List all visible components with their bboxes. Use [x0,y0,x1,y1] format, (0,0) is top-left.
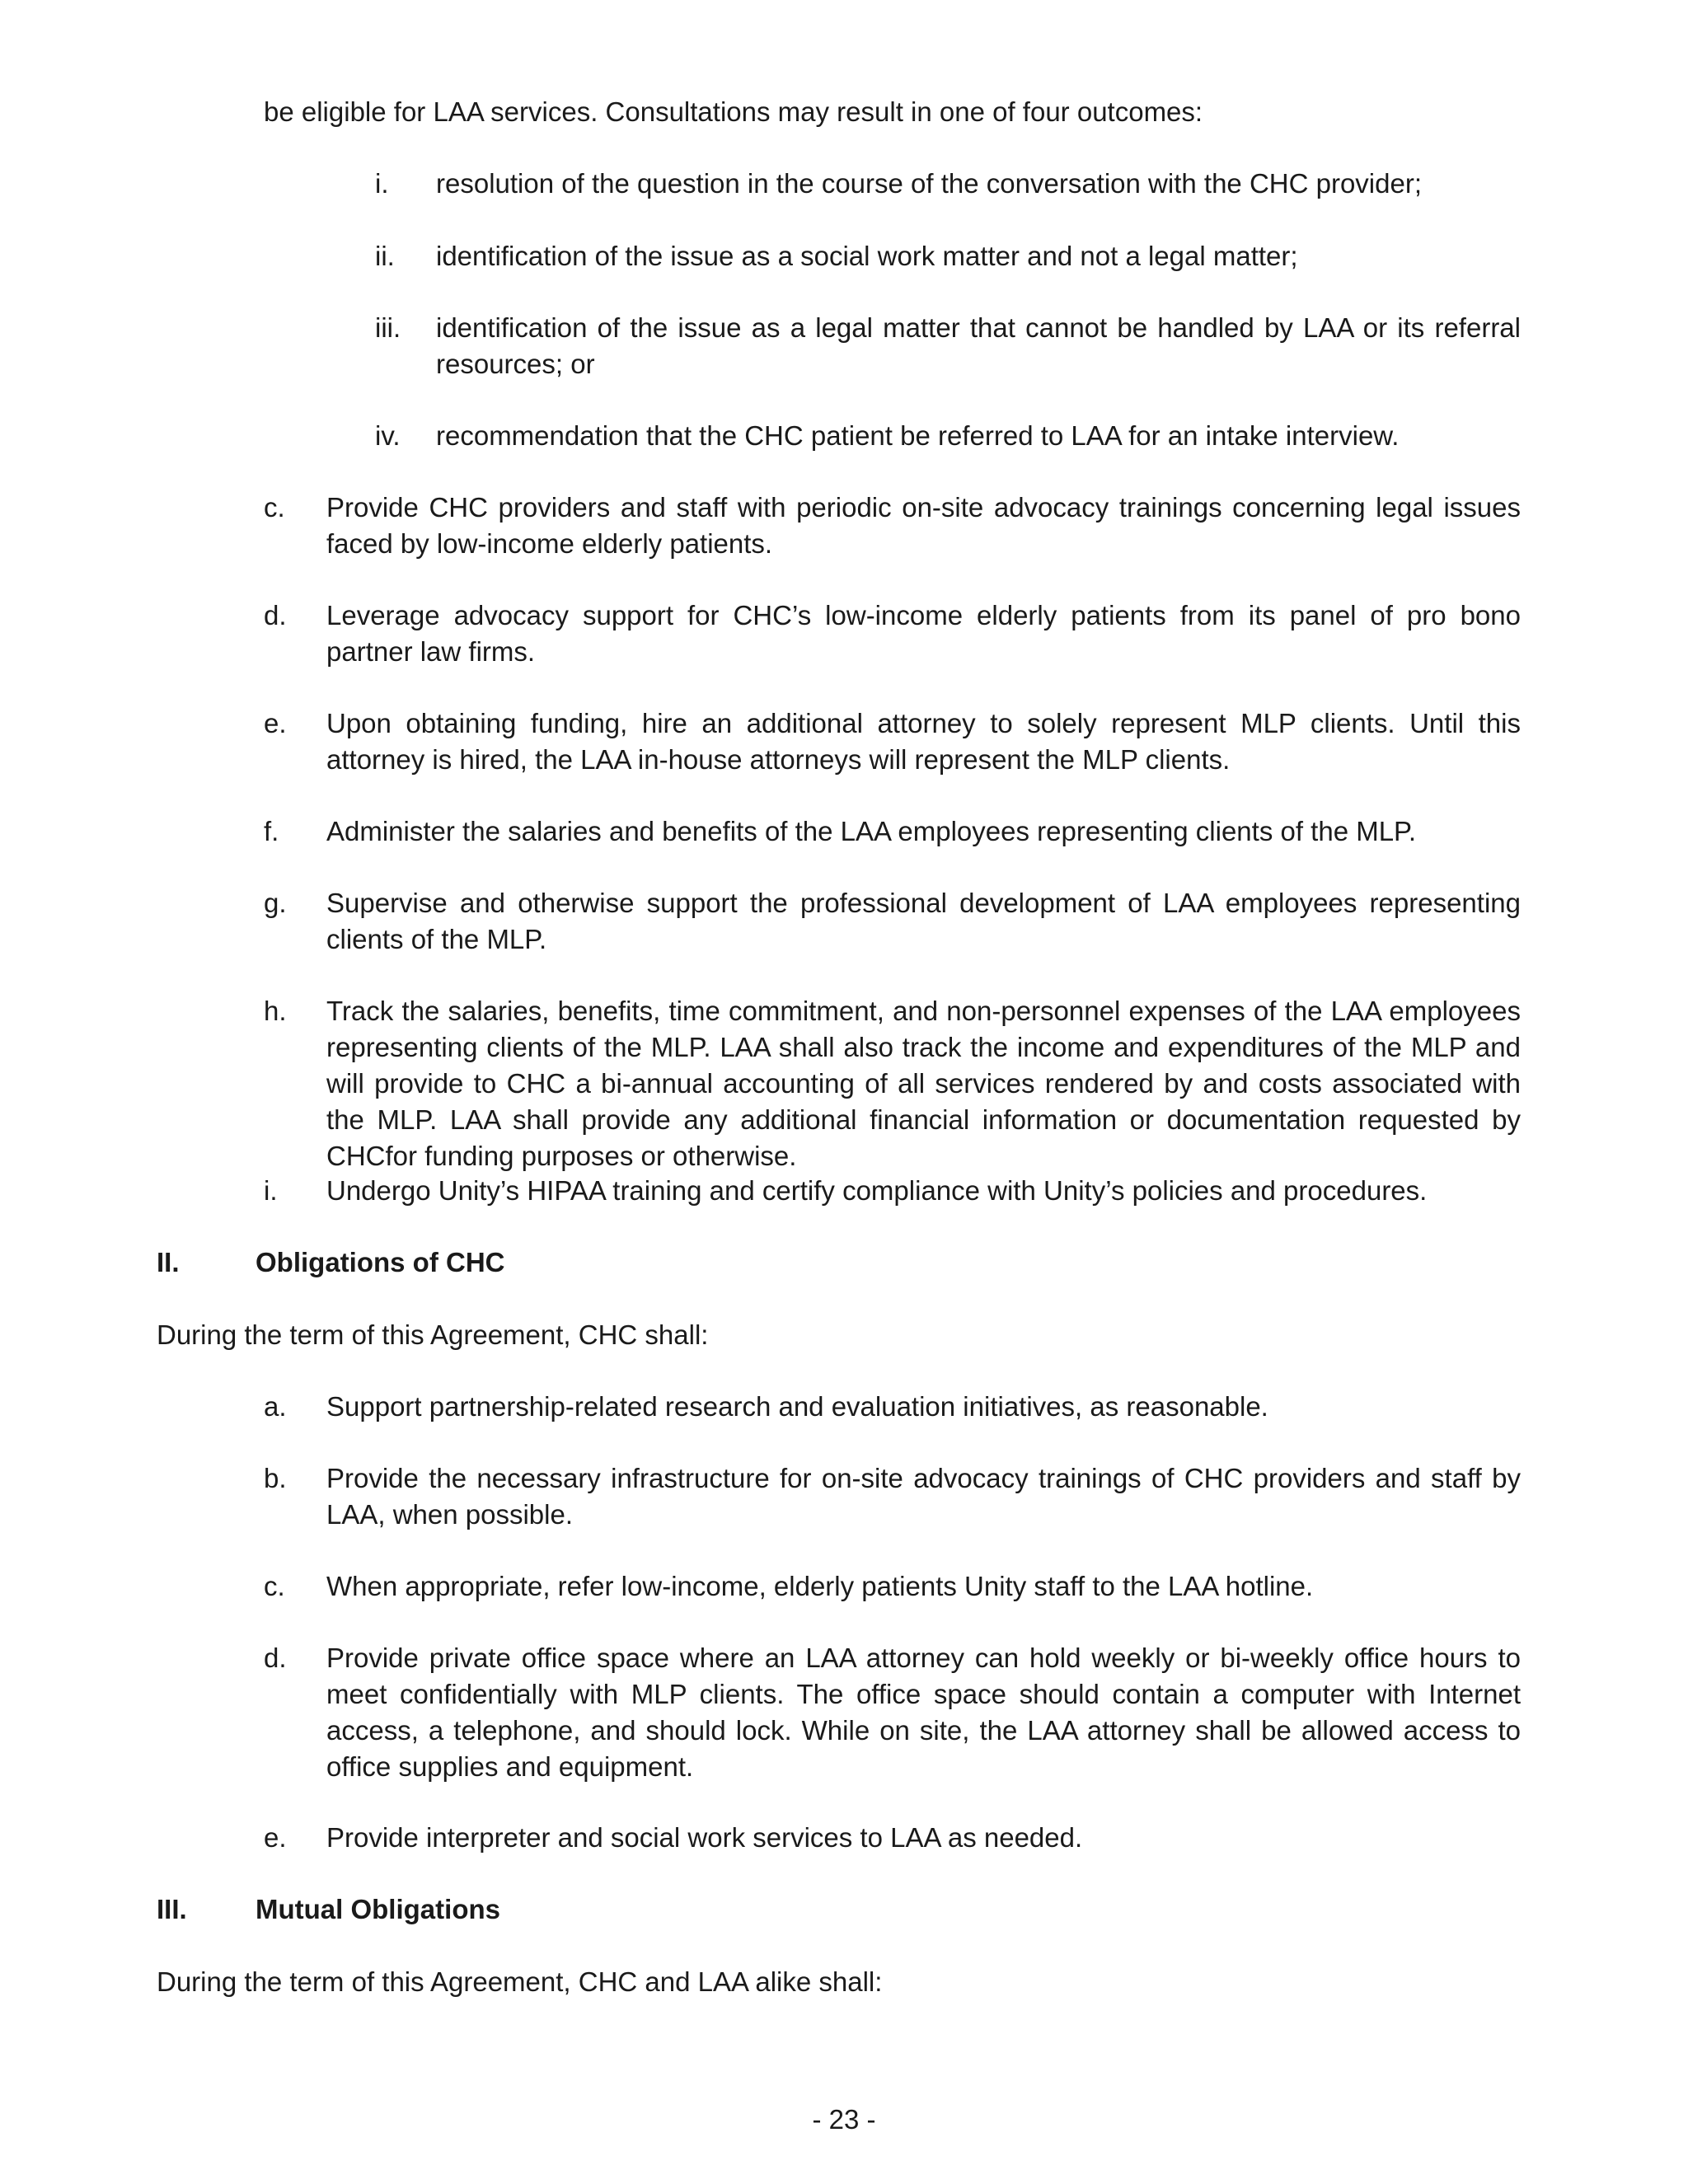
list-marker: iii. [375,312,401,343]
page-number: - 23 - [812,2104,876,2135]
list-marker: f. [264,816,279,846]
list-item-text: Support partnership-related research and evaluation initiatives, as reasonable. [326,1391,1268,1422]
list-marker: i. [375,168,389,199]
section-intro: During the term of this Agreement, CHC shall: [157,1319,709,1350]
list-item-text: recommendation that the CHC patient be referred to LAA for an intake interview. [436,420,1400,451]
list-item-text: Provide CHC providers and staff with periodic on-site advocacy trainings concerning legal issues faced by low-income elderly patients. [326,492,1521,559]
list-item [264,813,1521,850]
list-item [264,705,1521,778]
list-item [264,1173,1521,1209]
list-item-text: Provide private office space where an LAA attorney can hold weekly or bi-weekly office hours to meet confidentially with MLP clients. The office space should contain a computer with Internet access, a telephone, and should lock. While on site, the LAA attorney shall be allowed access to office supplies and equipment. [326,1643,1521,1782]
list-item-text: identification of the issue as a legal matter that cannot be handled by LAA or its referral resources; or [436,312,1521,379]
section-number: III. [157,1894,187,1924]
section-number: II. [157,1247,180,1277]
list-item-text: Provide the necessary infrastructure for on-site advocacy trainings of CHC providers and staff by LAA, when possible. [326,1463,1521,1530]
list-marker: d. [264,1643,287,1673]
list-item [375,238,1521,274]
list-item [264,1640,1521,1785]
list-item-text: Administer the salaries and benefits of the LAA employees representing clients of the MLP. [326,816,1416,846]
list-marker: ii. [375,241,395,271]
list-item [375,166,1521,202]
list-item [264,1568,1521,1605]
list-item-text: identification of the issue as a social work matter and not a legal matter; [436,241,1298,271]
list-item [264,993,1521,1174]
list-marker: h. [264,996,287,1026]
list-item-text: Undergo Unity’s HIPAA training and certify compliance with Unity’s policies and procedures. [326,1175,1428,1206]
list-marker: i. [264,1175,278,1206]
list-item [375,418,1521,454]
intro-paragraph: be eligible for LAA services. Consultations may result in one of four outcomes: [264,96,1203,127]
list-marker: e. [264,708,287,738]
list-marker: g. [264,888,287,918]
list-item [375,310,1521,382]
list-marker: a. [264,1391,287,1422]
list-item [264,1389,1521,1425]
section-heading [157,1244,504,1281]
list-item-text: resolution of the question in the course of the conversation with the CHC provider; [436,168,1422,199]
list-marker: e. [264,1822,287,1853]
list-item-text: Provide interpreter and social work services to LAA as needed. [326,1822,1083,1853]
section-intro: During the term of this Agreement, CHC and LAA alike shall: [157,1966,883,1997]
list-item [264,1460,1521,1533]
section-heading [157,1891,500,1928]
section-title: Mutual Obligations [256,1894,500,1924]
list-marker: b. [264,1463,287,1493]
list-item [264,598,1521,670]
list-item-text: Leverage advocacy support for CHC’s low-income elderly patients from its panel of pro bono partner law firms. [326,600,1521,667]
list-item-text: Supervise and otherwise support the professional development of LAA employees representing clients of the MLP. [326,888,1521,954]
list-marker: iv. [375,420,401,451]
list-item [264,885,1521,958]
section-title: Obligations of CHC [256,1247,505,1277]
list-marker: c. [264,1571,285,1601]
list-item-text: Track the salaries, benefits, time commitment, and non-personnel expenses of the LAA employees representing clients of the MLP. LAA shall also track the income and expenditures of the MLP and will provide to CHC a bi-annual accounting of all services rendered by and costs associated with the MLP. LAA shall provide any additional financial information or documentation requested by CHCfor funding purposes or otherwise. [326,996,1521,1171]
list-marker: c. [264,492,285,523]
list-marker: d. [264,600,287,630]
list-item-text: Upon obtaining funding, hire an additional attorney to solely represent MLP clients. Until this attorney is hired, the LAA in-house attorneys will represent the MLP clients. [326,708,1521,775]
list-item-text: When appropriate, refer low-income, elderly patients Unity staff to the LAA hotline. [326,1571,1314,1601]
list-item [264,1820,1521,1856]
list-item [264,490,1521,562]
